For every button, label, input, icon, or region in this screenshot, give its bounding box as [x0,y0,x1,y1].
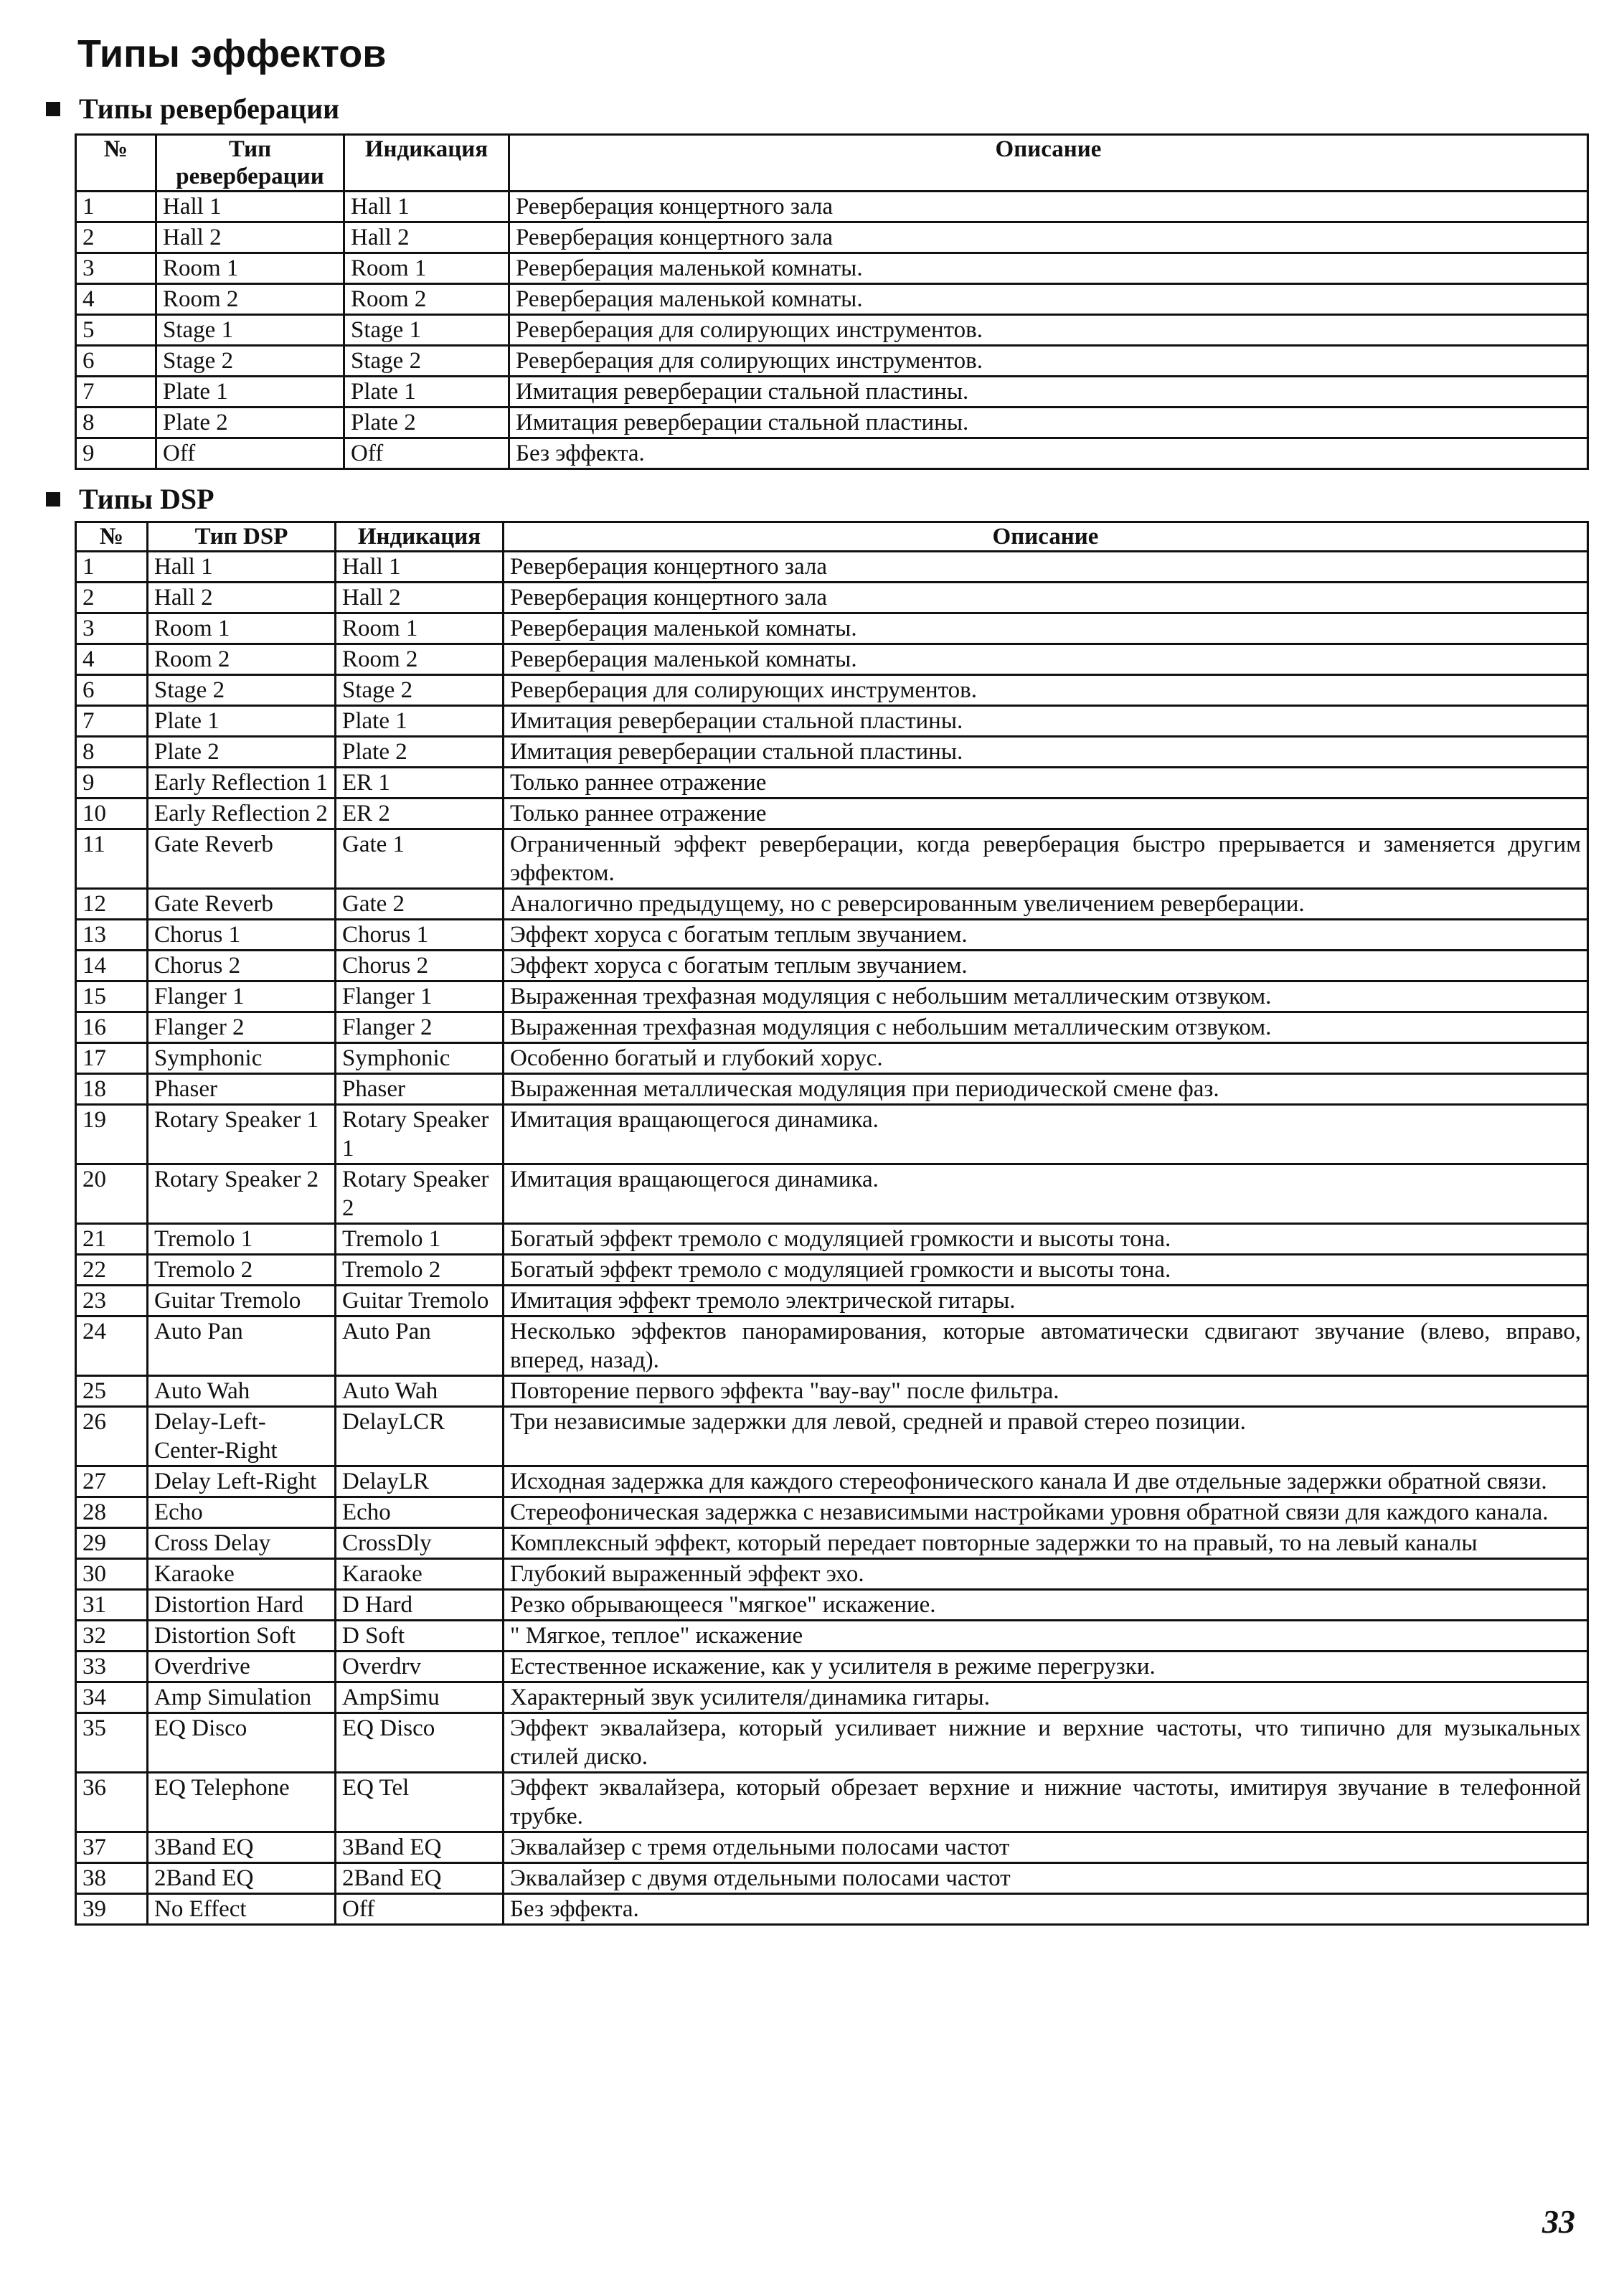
cell-number: 15 [76,981,148,1012]
cell-number: 37 [76,1832,148,1863]
table-row [76,1255,1588,1286]
cell-description: Стереофоническая задержка с независимыми настройками уровня обратной связи для каждого канала. [504,1497,1588,1528]
cell-description: Три независимые задержки для левой, средней и правой стерео позиции. [504,1407,1588,1466]
bullet-square-icon [46,492,60,507]
cell-number: 26 [76,1407,148,1466]
cell-number: 31 [76,1590,148,1621]
cell-description: Выраженная трехфазная модуляция с небольшим металлическим отзвуком. [504,981,1588,1012]
cell-description: Реверберация маленькой комнаты. [509,253,1588,284]
cell-number: 33 [76,1652,148,1682]
cell-type: Hall 1 [148,552,336,583]
cell-number: 28 [76,1497,148,1528]
cell-number: 35 [76,1713,148,1773]
dsp-heading-text: Типы DSP [79,483,214,515]
cell-description: Характерный звук усилителя/динамика гитары. [504,1682,1588,1713]
cell-type: Flanger 1 [148,981,336,1012]
cell-description: Реверберация концертного зала [504,552,1588,583]
table-row [76,951,1588,981]
cell-type: 2Band EQ [148,1863,336,1894]
cell-indication: Stage 1 [344,315,509,346]
table-row [76,1316,1588,1376]
cell-description: Эффект эквалайзера, который усиливает нижние и верхние частоты, что типично для музыкальных стилей диско. [504,1713,1588,1773]
col-header-description: Описание [504,522,1588,552]
table-header-row [76,135,1588,192]
cell-number: 2 [76,583,148,613]
cell-number: 3 [76,253,156,284]
cell-type: Tremolo 2 [148,1255,336,1286]
table-row [76,1894,1588,1925]
cell-type: Distortion Soft [148,1621,336,1652]
cell-number: 27 [76,1466,148,1497]
cell-description: Имитация вращающегося динамика. [504,1105,1588,1164]
table-row [76,706,1588,737]
cell-number: 25 [76,1376,148,1407]
cell-number: 38 [76,1863,148,1894]
cell-number: 1 [76,192,156,222]
cell-indication: Rotary Speaker 2 [336,1164,504,1224]
cell-type: Auto Wah [148,1376,336,1407]
cell-indication: Plate 1 [344,377,509,408]
cell-indication: Room 1 [336,613,504,644]
cell-indication: Overdrv [336,1652,504,1682]
cell-number: 24 [76,1316,148,1376]
cell-type: Overdrive [148,1652,336,1682]
cell-description: Имитация реверберации стальной пластины. [504,737,1588,768]
table-row [76,1164,1588,1224]
cell-indication: Hall 2 [344,222,509,253]
page-title: Типы эффектов [77,32,387,75]
cell-indication: Gate 2 [336,889,504,920]
cell-number: 8 [76,408,156,438]
cell-type: Gate Reverb [148,889,336,920]
cell-indication: Phaser [336,1074,504,1105]
cell-description: Реверберация концертного зала [504,583,1588,613]
cell-indication: Gate 1 [336,829,504,889]
cell-number: 10 [76,799,148,829]
cell-description: Реверберация для солирующих инструментов. [509,346,1588,377]
cell-indication: Karaoke [336,1559,504,1590]
cell-type: No Effect [148,1894,336,1925]
cell-number: 36 [76,1773,148,1832]
cell-indication: Flanger 1 [336,981,504,1012]
cell-type: EQ Disco [148,1713,336,1773]
cell-type: Gate Reverb [148,829,336,889]
col-header-description: Описание [509,135,1588,192]
cell-description: Реверберация концертного зала [509,192,1588,222]
cell-description: Реверберация для солирующих инструментов. [509,315,1588,346]
cell-indication: Chorus 1 [336,920,504,951]
cell-number: 16 [76,1012,148,1043]
cell-type: Stage 1 [156,315,344,346]
cell-number: 39 [76,1894,148,1925]
table-row [76,1043,1588,1074]
cell-number: 14 [76,951,148,981]
cell-indication: Tremolo 1 [336,1224,504,1255]
table-row [76,613,1588,644]
cell-description: Эффект эквалайзера, который обрезает верхние и нижние частоты, имитируя звучание в телефонной трубке. [504,1773,1588,1832]
cell-number: 21 [76,1224,148,1255]
cell-type: Hall 2 [148,583,336,613]
cell-description: Особенно богатый и глубокий хорус. [504,1043,1588,1074]
cell-type: Early Reflection 2 [148,799,336,829]
cell-indication: D Soft [336,1621,504,1652]
cell-indication: Off [336,1894,504,1925]
cell-description: Резко обрывающееся "мягкое" искажение. [504,1590,1588,1621]
cell-type: Auto Pan [148,1316,336,1376]
table-row [76,1407,1588,1466]
cell-number: 7 [76,706,148,737]
cell-indication: CrossDly [336,1528,504,1559]
cell-type: Stage 2 [156,346,344,377]
cell-indication: AmpSimu [336,1682,504,1713]
table-row [76,1621,1588,1652]
reverb-types-table [75,133,1589,470]
dsp-table-body [76,552,1588,1925]
cell-type: Echo [148,1497,336,1528]
cell-number: 9 [76,768,148,799]
cell-number: 23 [76,1286,148,1316]
cell-indication: Auto Wah [336,1376,504,1407]
cell-indication: Off [344,438,509,469]
table-row [76,829,1588,889]
cell-indication: Hall 2 [336,583,504,613]
cell-type: Amp Simulation [148,1682,336,1713]
cell-indication: Echo [336,1497,504,1528]
table-row [76,981,1588,1012]
cell-number: 6 [76,675,148,706]
cell-type: Delay-Left-Center-Right [148,1407,336,1466]
cell-type: Room 1 [148,613,336,644]
cell-description: Повторение первого эффекта "вау-вау" после фильтра. [504,1376,1588,1407]
table-row [76,644,1588,675]
cell-indication: Symphonic [336,1043,504,1074]
cell-type: Room 2 [148,644,336,675]
cell-type: Hall 2 [156,222,344,253]
cell-description: Эффект хоруса с богатым теплым звучанием. [504,951,1588,981]
cell-number: 5 [76,315,156,346]
table-row [76,377,1588,408]
table-row [76,1832,1588,1863]
cell-description: Имитация вращающегося динамика. [504,1164,1588,1224]
cell-number: 12 [76,889,148,920]
cell-type: Room 2 [156,284,344,315]
cell-description: Без эффекта. [504,1894,1588,1925]
col-header-number: № [76,135,156,192]
cell-number: 8 [76,737,148,768]
cell-number: 6 [76,346,156,377]
col-header-number: № [76,522,148,552]
cell-description: Богатый эффект тремоло с модуляцией громкости и высоты тона. [504,1255,1588,1286]
table-row [76,346,1588,377]
table-row [76,315,1588,346]
table-row [76,799,1588,829]
cell-number: 19 [76,1105,148,1164]
bullet-square-icon [46,102,60,116]
table-row [76,1286,1588,1316]
cell-number: 9 [76,438,156,469]
cell-type: Chorus 2 [148,951,336,981]
cell-type: Karaoke [148,1559,336,1590]
table-row [76,583,1588,613]
col-header-type: Тип реверберации [156,135,344,192]
cell-type: Plate 1 [156,377,344,408]
table-row [76,1074,1588,1105]
table-row [76,1224,1588,1255]
cell-description: Эквалайзер с тремя отдельными полосами частот [504,1832,1588,1863]
cell-type: Symphonic [148,1043,336,1074]
table-row [76,737,1588,768]
cell-type: Stage 2 [148,675,336,706]
table-row [76,1559,1588,1590]
table-row [76,552,1588,583]
cell-description: Имитация реверберации стальной пластины. [504,706,1588,737]
cell-indication: Stage 2 [344,346,509,377]
table-row [76,768,1588,799]
table-row [76,920,1588,951]
cell-description: Без эффекта. [509,438,1588,469]
cell-description: " Мягкое, теплое" искажение [504,1621,1588,1652]
table-row [76,1497,1588,1528]
cell-description: Только раннее отражение [504,799,1588,829]
cell-indication: Plate 2 [344,408,509,438]
cell-indication: 3Band EQ [336,1832,504,1863]
cell-number: 18 [76,1074,148,1105]
page-number: 33 [1542,2203,1575,2240]
table-row [76,1773,1588,1832]
col-header-indication: Индикация [336,522,504,552]
cell-number: 4 [76,644,148,675]
table-row [76,1528,1588,1559]
cell-indication: ER 2 [336,799,504,829]
cell-indication: Auto Pan [336,1316,504,1376]
cell-description: Исходная задержка для каждого стереофонического канала И две отдельные задержки обратной связи. [504,1466,1588,1497]
cell-indication: Room 2 [344,284,509,315]
table-row [76,253,1588,284]
cell-indication: EQ Tel [336,1773,504,1832]
cell-description: Комплексный эффект, который передает повторные задержки то на правый, то на левый каналы [504,1528,1588,1559]
table-row [76,889,1588,920]
cell-number: 2 [76,222,156,253]
cell-description: Выраженная металлическая модуляция при периодической смене фаз. [504,1074,1588,1105]
cell-type: Distortion Hard [148,1590,336,1621]
table-row [76,1652,1588,1682]
cell-description: Имитация реверберации стальной пластины. [509,377,1588,408]
cell-indication: ER 1 [336,768,504,799]
cell-description: Имитация эффект тремоло электрической гитары. [504,1286,1588,1316]
cell-number: 22 [76,1255,148,1286]
cell-type: 3Band EQ [148,1832,336,1863]
cell-description: Естественное искажение, как у усилителя в режиме перегрузки. [504,1652,1588,1682]
table-row [76,284,1588,315]
cell-number: 17 [76,1043,148,1074]
table-header-row [76,522,1588,552]
reverb-table-body [76,192,1588,469]
cell-type: Room 1 [156,253,344,284]
cell-type: Plate 2 [148,737,336,768]
cell-indication: Chorus 2 [336,951,504,981]
table-row [76,1012,1588,1043]
cell-type: Chorus 1 [148,920,336,951]
cell-description: Богатый эффект тремоло с модуляцией громкости и высоты тона. [504,1224,1588,1255]
cell-number: 7 [76,377,156,408]
cell-description: Несколько эффектов панорамирования, которые автоматически сдвигают звучание (влево, вправо, вперед, назад). [504,1316,1588,1376]
cell-number: 13 [76,920,148,951]
cell-number: 34 [76,1682,148,1713]
cell-description: Реверберация маленькой комнаты. [509,284,1588,315]
cell-description: Ограниченный эффект реверберации, когда реверберация быстро прерывается и заменяется другим эффектом. [504,829,1588,889]
cell-number: 20 [76,1164,148,1224]
cell-type: Guitar Tremolo [148,1286,336,1316]
table-row [76,1466,1588,1497]
cell-indication: Rotary Speaker 1 [336,1105,504,1164]
cell-type: Hall 1 [156,192,344,222]
cell-type: Early Reflection 1 [148,768,336,799]
cell-indication: Flanger 2 [336,1012,504,1043]
cell-type: Rotary Speaker 1 [148,1105,336,1164]
table-row [76,438,1588,469]
reverb-section-heading [46,92,339,126]
col-header-type: Тип DSP [148,522,336,552]
dsp-types-table [75,521,1589,1926]
cell-description: Только раннее отражение [504,768,1588,799]
cell-indication: Room 2 [336,644,504,675]
cell-indication: DelayLR [336,1466,504,1497]
cell-indication: Plate 1 [336,706,504,737]
cell-description: Реверберация концертного зала [509,222,1588,253]
cell-indication: Plate 2 [336,737,504,768]
cell-number: 29 [76,1528,148,1559]
table-row [76,222,1588,253]
cell-type: Delay Left-Right [148,1466,336,1497]
cell-description: Эквалайзер с двумя отдельными полосами частот [504,1863,1588,1894]
cell-type: Plate 1 [148,706,336,737]
table-row [76,1105,1588,1164]
dsp-section-heading [46,482,214,516]
cell-description: Реверберация маленькой комнаты. [504,613,1588,644]
table-row [76,1376,1588,1407]
cell-indication: Guitar Tremolo [336,1286,504,1316]
table-row [76,675,1588,706]
cell-indication: Hall 1 [344,192,509,222]
cell-description: Реверберация маленькой комнаты. [504,644,1588,675]
cell-type: EQ Telephone [148,1773,336,1832]
cell-description: Выраженная трехфазная модуляция с небольшим металлическим отзвуком. [504,1012,1588,1043]
cell-indication: Stage 2 [336,675,504,706]
cell-type: Flanger 2 [148,1012,336,1043]
cell-type: Off [156,438,344,469]
cell-description: Глубокий выраженный эффект эхо. [504,1559,1588,1590]
cell-indication: 2Band EQ [336,1863,504,1894]
cell-description: Аналогично предыдущему, но с реверсированным увеличением реверберации. [504,889,1588,920]
cell-indication: DelayLCR [336,1407,504,1466]
table-row [76,1590,1588,1621]
cell-indication: Hall 1 [336,552,504,583]
cell-indication: Room 1 [344,253,509,284]
cell-number: 32 [76,1621,148,1652]
cell-type: Tremolo 1 [148,1224,336,1255]
cell-indication: Tremolo 2 [336,1255,504,1286]
cell-type: Plate 2 [156,408,344,438]
table-row [76,192,1588,222]
cell-description: Имитация реверберации стальной пластины. [509,408,1588,438]
table-row [76,1863,1588,1894]
table-row [76,408,1588,438]
cell-type: Cross Delay [148,1528,336,1559]
cell-type: Rotary Speaker 2 [148,1164,336,1224]
cell-number: 30 [76,1559,148,1590]
cell-indication: D Hard [336,1590,504,1621]
cell-number: 4 [76,284,156,315]
cell-number: 1 [76,552,148,583]
cell-indication: EQ Disco [336,1713,504,1773]
cell-description: Реверберация для солирующих инструментов. [504,675,1588,706]
cell-number: 11 [76,829,148,889]
cell-description: Эффект хоруса с богатым теплым звучанием. [504,920,1588,951]
cell-number: 3 [76,613,148,644]
col-header-indication: Индикация [344,135,509,192]
cell-type: Phaser [148,1074,336,1105]
table-row [76,1682,1588,1713]
table-row [76,1713,1588,1773]
reverb-heading-text: Типы реверберации [79,93,340,125]
